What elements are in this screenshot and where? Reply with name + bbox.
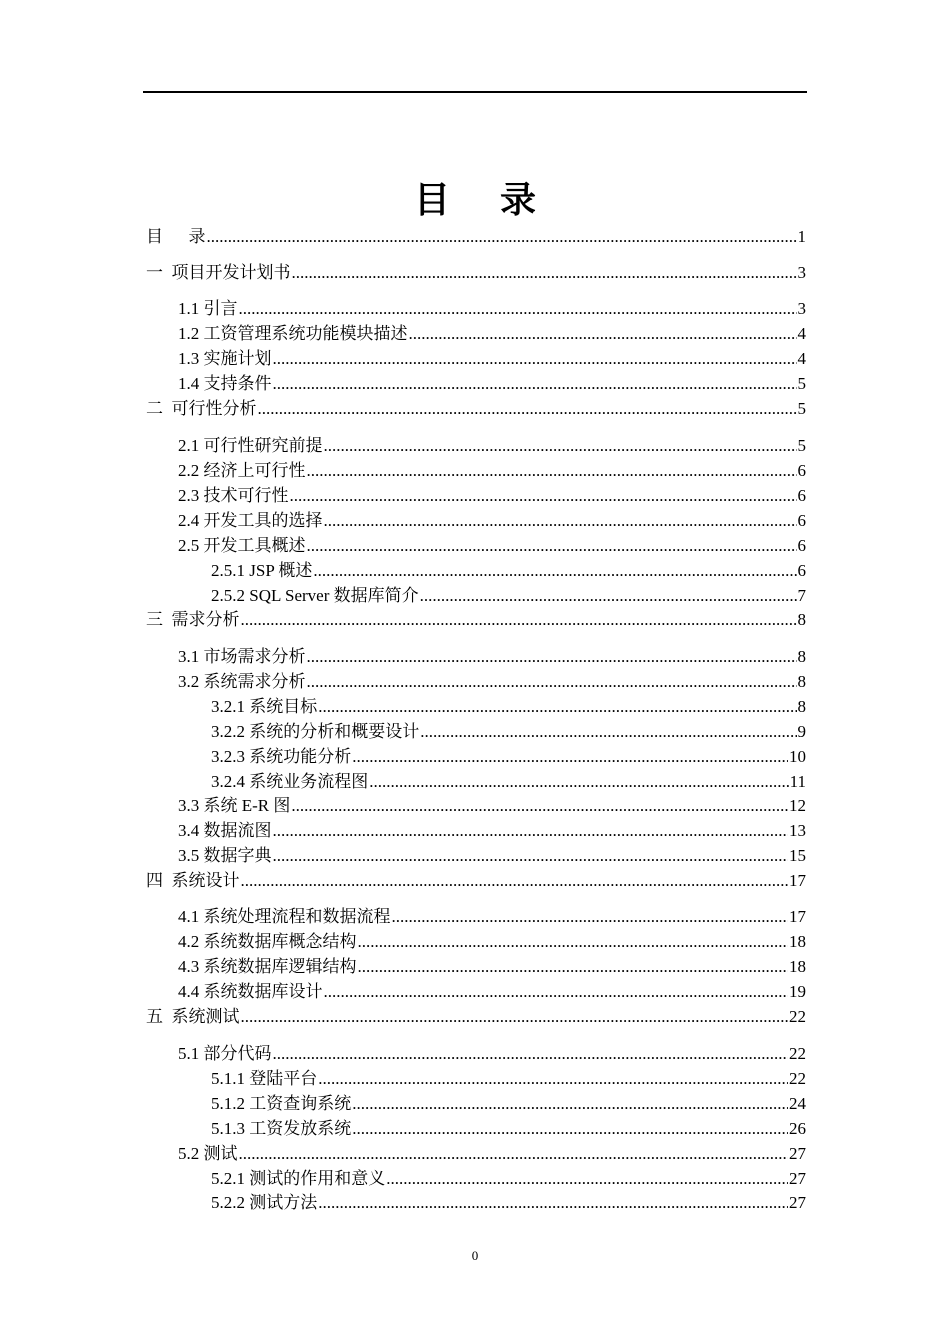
toc-entry-page: 18 xyxy=(789,932,806,951)
toc-entry-label: 3.2.1 系统目标 xyxy=(211,697,318,716)
toc-entry-page: 3 xyxy=(797,263,806,282)
dot-leader xyxy=(420,585,797,607)
toc-entry-page: 5 xyxy=(797,374,806,393)
toc-entry[interactable] xyxy=(178,435,806,457)
toc-entry-page: 5 xyxy=(797,436,806,455)
toc-entry-page: 24 xyxy=(789,1094,806,1113)
toc-entry-label: 1.1 引言 xyxy=(178,299,238,318)
toc-entry-page: 13 xyxy=(789,821,806,840)
toc-entry-page: 19 xyxy=(789,982,806,1001)
dot-leader xyxy=(239,1143,789,1165)
toc-entry-page: 6 xyxy=(797,561,806,580)
dot-leader xyxy=(420,721,796,743)
dot-leader xyxy=(358,931,789,953)
dot-leader xyxy=(291,795,788,817)
toc-entry-label: 5.2.2 测试方法 xyxy=(211,1193,318,1212)
toc-entry-page: 3 xyxy=(797,299,806,318)
toc-entry[interactable] xyxy=(178,510,806,532)
dot-leader xyxy=(307,535,797,557)
toc-entry-label: 5.1.2 工资查询系统 xyxy=(211,1094,352,1113)
dot-leader xyxy=(324,435,797,457)
toc-entry-page: 4 xyxy=(797,349,806,368)
toc-entry[interactable] xyxy=(178,298,806,320)
dot-leader xyxy=(307,460,797,482)
toc-entry-page: 15 xyxy=(789,846,806,865)
toc-entry[interactable] xyxy=(211,1168,806,1190)
toc-entry-label: 1.4 支持条件 xyxy=(178,374,272,393)
dot-leader xyxy=(241,609,797,631)
dot-leader xyxy=(352,1118,788,1140)
toc-entry-label: 5.2.1 测试的作用和意义 xyxy=(211,1169,386,1188)
toc-entry-page: 4 xyxy=(797,324,806,343)
toc-entry[interactable] xyxy=(178,646,806,668)
toc-entry-label: 二 可行性分析 xyxy=(146,399,257,418)
dot-leader xyxy=(258,398,797,420)
toc-entry[interactable] xyxy=(211,771,806,793)
toc-entry-page: 22 xyxy=(789,1007,806,1026)
toc-entry-page: 5 xyxy=(797,399,806,418)
header-rule xyxy=(143,91,807,93)
toc-entry[interactable] xyxy=(211,585,806,607)
dot-leader xyxy=(273,1043,789,1065)
toc-entry-label: 3.2.2 系统的分析和概要设计 xyxy=(211,722,420,741)
toc-entry-label: 4.2 系统数据库概念结构 xyxy=(178,932,357,951)
toc-entry-label: 3.2 系统需求分析 xyxy=(178,672,306,691)
toc-entry[interactable] xyxy=(146,262,806,284)
dot-leader xyxy=(292,262,797,284)
dot-leader xyxy=(307,646,797,668)
toc-entry[interactable] xyxy=(178,931,806,953)
title-char-right: 录 xyxy=(500,180,537,221)
dot-leader xyxy=(273,373,797,395)
toc-entry[interactable] xyxy=(211,1118,806,1140)
dot-leader xyxy=(358,956,789,978)
toc-entry[interactable] xyxy=(211,560,806,582)
dot-leader xyxy=(239,298,797,320)
toc-entry-page: 6 xyxy=(797,511,806,530)
toc-entry-page: 9 xyxy=(797,722,806,741)
dot-leader xyxy=(318,1192,788,1214)
dot-leader xyxy=(241,870,789,892)
toc-entry-label: 3.1 市场需求分析 xyxy=(178,647,306,666)
dot-leader xyxy=(307,671,797,693)
toc-entry[interactable] xyxy=(178,348,806,370)
toc-entry-page: 10 xyxy=(789,747,806,766)
toc-entry-label: 2.4 开发工具的选择 xyxy=(178,511,323,530)
dot-leader xyxy=(273,348,797,370)
toc-entry-label: 3.3 系统 E-R 图 xyxy=(178,796,291,815)
toc-entry[interactable] xyxy=(146,1006,806,1028)
toc-entry-label: 2.5.2 SQL Server 数据库简介 xyxy=(211,586,419,605)
toc-entry[interactable] xyxy=(178,671,806,693)
toc-entry-label: 2.2 经济上可行性 xyxy=(178,461,306,480)
toc-entry[interactable] xyxy=(178,485,806,507)
toc-entry[interactable] xyxy=(146,609,806,631)
toc-entry[interactable] xyxy=(146,226,806,248)
dot-leader xyxy=(273,845,789,867)
dot-leader xyxy=(324,510,797,532)
toc-entry[interactable] xyxy=(178,906,806,928)
toc-entry-label: 5.2 测试 xyxy=(178,1144,238,1163)
dot-leader xyxy=(313,560,796,582)
toc-entry-page: 27 xyxy=(789,1193,806,1212)
toc-entry-label: 一 项目开发计划书 xyxy=(146,263,291,282)
toc-entry-label: 四 系统设计 xyxy=(146,871,240,890)
toc-entry-label: 五 系统测试 xyxy=(146,1007,240,1026)
toc-entry[interactable] xyxy=(178,795,806,817)
toc-entry[interactable] xyxy=(211,746,806,768)
toc-entry-label: 1.2 工资管理系统功能模块描述 xyxy=(178,324,408,343)
toc-entry-label: 5.1.3 工资发放系统 xyxy=(211,1119,352,1138)
dot-leader xyxy=(392,906,789,928)
toc-entry-label: 目 录 xyxy=(146,227,206,246)
toc-entry[interactable] xyxy=(178,956,806,978)
toc-entry-page: 27 xyxy=(789,1144,806,1163)
toc-entry-page: 22 xyxy=(789,1044,806,1063)
toc-entry-page: 22 xyxy=(789,1069,806,1088)
toc-entry-page: 18 xyxy=(789,957,806,976)
dot-leader xyxy=(369,771,788,793)
toc-entry-page: 7 xyxy=(797,586,806,605)
dot-leader xyxy=(290,485,797,507)
toc-entry-label: 2.1 可行性研究前提 xyxy=(178,436,323,455)
toc-entry-page: 11 xyxy=(789,772,806,791)
toc-entry-label: 3.2.4 系统业务流程图 xyxy=(211,772,369,791)
dot-leader xyxy=(352,1093,788,1115)
toc-entry-page: 8 xyxy=(797,610,806,629)
toc-entry-label: 4.4 系统数据库设计 xyxy=(178,982,323,1001)
toc-entry-page: 6 xyxy=(797,536,806,555)
dot-leader xyxy=(273,820,789,842)
toc-entry-page: 26 xyxy=(789,1119,806,1138)
dot-leader xyxy=(318,1068,788,1090)
toc-entry[interactable] xyxy=(211,1068,806,1090)
toc-entry-page: 27 xyxy=(789,1169,806,1188)
toc-entry[interactable] xyxy=(178,820,806,842)
toc-entry[interactable] xyxy=(211,721,806,743)
title-char-left: 目 xyxy=(413,180,450,221)
dot-leader xyxy=(241,1006,789,1028)
toc-entry[interactable] xyxy=(211,696,806,718)
toc-entry-page: 8 xyxy=(797,697,806,716)
footer-page-number: 0 xyxy=(471,1248,479,1263)
toc-entry-label: 2.5 开发工具概述 xyxy=(178,536,306,555)
toc-entry-label: 3.2.3 系统功能分析 xyxy=(211,747,352,766)
toc-entry[interactable] xyxy=(178,535,806,557)
dot-leader xyxy=(207,226,797,248)
toc-entry[interactable] xyxy=(178,1043,806,1065)
toc-entry-page: 8 xyxy=(797,647,806,666)
toc-entry[interactable] xyxy=(146,398,806,420)
toc-entry-page: 17 xyxy=(789,871,806,890)
toc-entry[interactable] xyxy=(178,845,806,867)
toc-entry-label: 三 需求分析 xyxy=(146,610,240,629)
toc-entry-label: 5.1 部分代码 xyxy=(178,1044,272,1063)
toc-entry-page: 6 xyxy=(797,461,806,480)
toc-entry-label: 5.1.1 登陆平台 xyxy=(211,1069,318,1088)
toc-entry-label: 2.5.1 JSP 概述 xyxy=(211,561,313,580)
toc-entry-page: 6 xyxy=(797,486,806,505)
dot-leader xyxy=(318,696,796,718)
toc-entry[interactable] xyxy=(211,1192,806,1214)
toc-entry-label: 4.1 系统处理流程和数据流程 xyxy=(178,907,391,926)
toc-entry-label: 2.3 技术可行性 xyxy=(178,486,289,505)
page-title xyxy=(0,172,950,223)
toc-entry-page: 1 xyxy=(797,227,806,246)
toc-entry[interactable] xyxy=(146,870,806,892)
toc-entry-label: 3.5 数据字典 xyxy=(178,846,272,865)
toc-entry[interactable] xyxy=(178,460,806,482)
toc-entry-label: 1.3 实施计划 xyxy=(178,349,272,368)
toc-entry-page: 12 xyxy=(789,796,806,815)
dot-leader xyxy=(324,981,789,1003)
toc-entry-page: 17 xyxy=(789,907,806,926)
toc-entry-page: 8 xyxy=(797,672,806,691)
toc-entry[interactable] xyxy=(178,373,806,395)
dot-leader xyxy=(386,1168,788,1190)
toc-entry[interactable] xyxy=(178,323,806,345)
dot-leader xyxy=(352,746,788,768)
toc-entry[interactable] xyxy=(178,1143,806,1165)
dot-leader xyxy=(409,323,797,345)
toc-entry[interactable] xyxy=(178,981,806,1003)
toc-entry[interactable] xyxy=(211,1093,806,1115)
toc-entry-label: 4.3 系统数据库逻辑结构 xyxy=(178,957,357,976)
toc-entry-label: 3.4 数据流图 xyxy=(178,821,272,840)
